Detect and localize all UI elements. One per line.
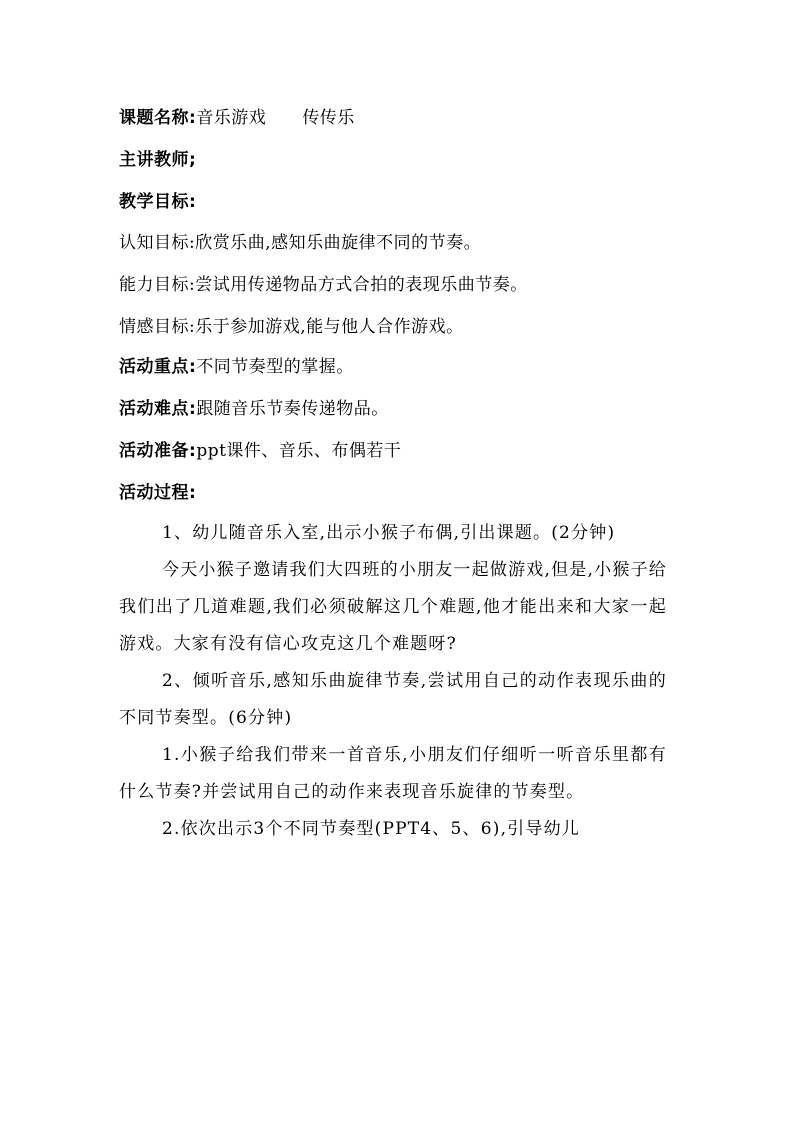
process-step-1: 1、幼儿随音乐入室,出示小猴子布偶,引出课题。(2分钟) bbox=[162, 523, 616, 543]
process-intro-paragraph: 今天小猴子邀请我们大四班的小朋友一起做游戏,但是,小猴子给我们出了几道难题,我们必须破解这几个难题,他才能出来和大家一起游戏。大家有没有信心攻克这几个难题呀? bbox=[119, 560, 667, 654]
goal-ability: 能力目标:尝试用传递物品方式合拍的表现乐曲节奏。 bbox=[119, 275, 528, 295]
process-step-2: 2、倾听音乐,感知乐曲旋律节奏,尝试用自己的动作表现乐曲的不同节奏型。(6分钟) bbox=[119, 671, 667, 728]
focus-text: 不同节奏型的掌握。 bbox=[196, 357, 354, 377]
prep-text: ppt课件、音乐、布偶若干 bbox=[196, 441, 402, 461]
goals-label: 教学目标: bbox=[119, 192, 197, 212]
teacher-label: 主讲教师; bbox=[119, 150, 197, 170]
lesson-title-label: 课题名称: bbox=[119, 108, 197, 128]
focus-line bbox=[119, 356, 679, 378]
goal-emotion: 情感目标:乐于参加游戏,能与他人合作游戏。 bbox=[119, 317, 464, 337]
focus-label: 活动重点: bbox=[119, 357, 197, 377]
process-body bbox=[119, 515, 667, 848]
prep-line bbox=[119, 440, 679, 462]
goal-cognitive: 认知目标:欣赏乐曲,感知乐曲旋律不同的节奏。 bbox=[119, 233, 482, 253]
lesson-title-part1: 音乐游戏 bbox=[196, 108, 267, 128]
difficulty-line bbox=[119, 398, 679, 420]
process-label: 活动过程: bbox=[119, 483, 197, 503]
lesson-title-line bbox=[119, 107, 679, 129]
process-step-2-2: 2.依次出示3个不同节奏型(PPT4、5、6),引导幼儿 bbox=[162, 819, 580, 839]
difficulty-label: 活动难点: bbox=[119, 399, 197, 419]
prep-label: 活动准备: bbox=[119, 441, 197, 461]
process-step-2-1: 1.小猴子给我们带来一首音乐,小朋友们仔细听一听音乐里都有什么节奏?并尝试用自己的动作来表现音乐旋律的节奏型。 bbox=[119, 745, 667, 802]
difficulty-text: 跟随音乐节奏传递物品。 bbox=[196, 399, 389, 419]
lesson-title-part2: 传传乐 bbox=[302, 108, 355, 128]
